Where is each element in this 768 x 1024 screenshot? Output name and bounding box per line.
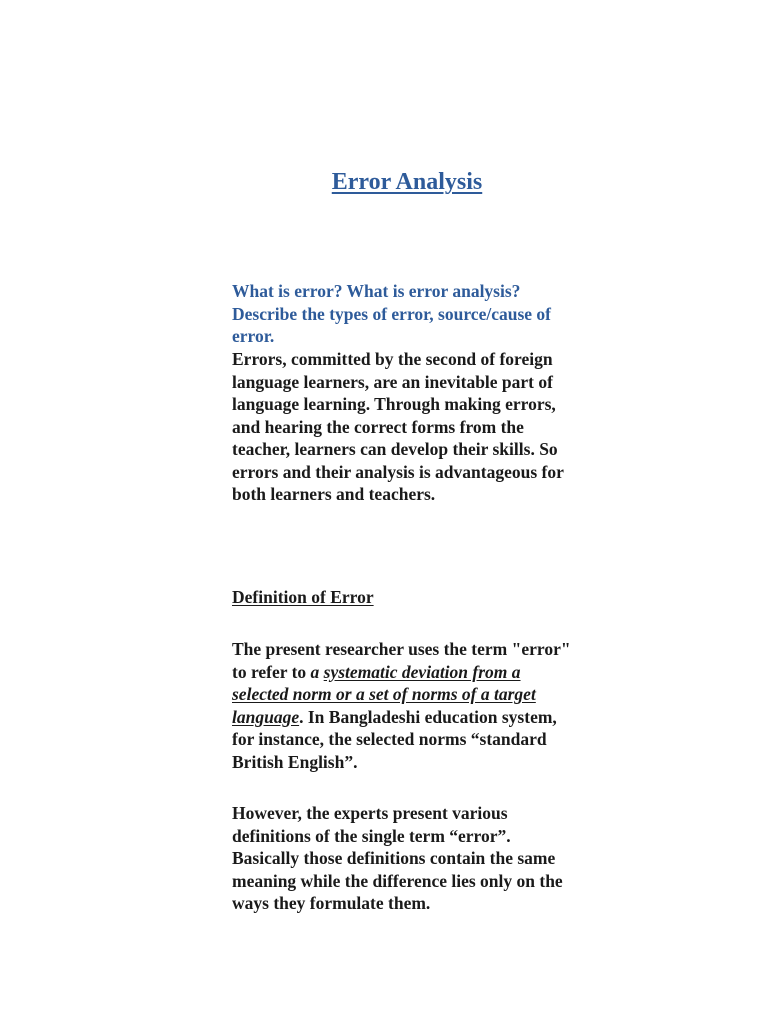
- question-heading: What is error? What is error analysis? Describe the types of error, source/cause of error.: [232, 281, 551, 346]
- section-heading-definition: Definition of Error: [232, 587, 374, 607]
- definition-text-after: . In Bangladeshi education system, for instance, the selected norms “standard British English”.: [232, 706, 557, 772]
- definition-text-before: The present researcher uses the term "error" to refer to: [232, 639, 571, 682]
- definition-paragraph: [232, 638, 578, 773]
- definition-emphasis: systematic deviation from a selected norm or a set of norms of a target language: [232, 661, 536, 727]
- definition-italic-article: a: [310, 661, 324, 682]
- intro-paragraph: Errors, committed by the second of foreign language learners, are an inevitable part of language learning. Through making errors, and hearing the correct forms from the teacher, learners can develop their skills. So errors and their analysis is advantageous for both learners and teachers.: [232, 349, 564, 504]
- page-title: Error Analysis: [331, 169, 483, 195]
- experts-paragraph: However, the experts present various definitions of the single term “error”. Basically those definitions contain the same meaning while the difference lies only on the ways they formulate them.: [232, 803, 563, 913]
